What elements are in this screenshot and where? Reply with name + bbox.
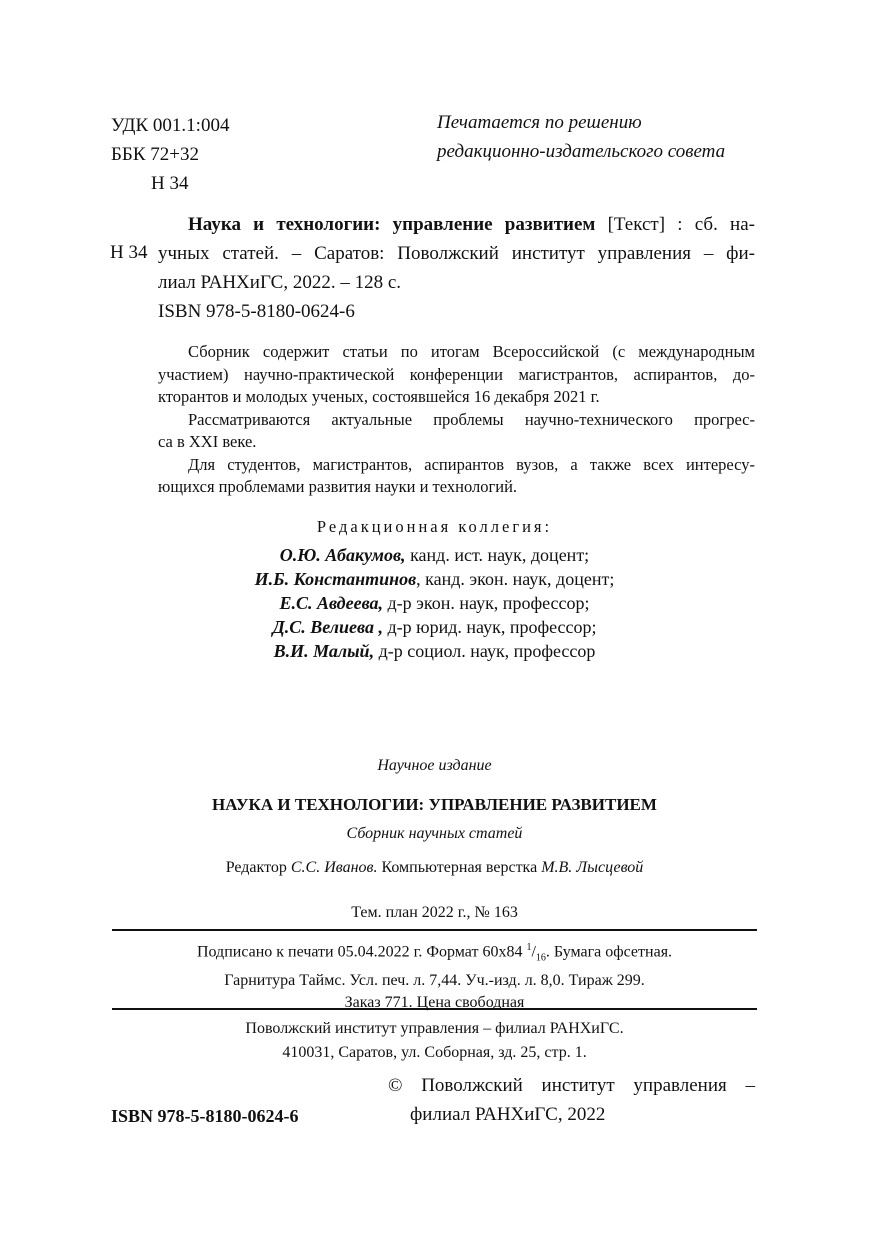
board-member — [112, 591, 757, 615]
printing-line-2: Гарнитура Таймс. Усл. печ. л. 7,44. Уч.-изд. л. 8,0. Тираж 299. — [224, 971, 645, 989]
biblio-sign: Н 34 — [110, 242, 148, 263]
publisher-line-1: Поволжский институт управления – филиал РАНХиГС. — [245, 1020, 624, 1037]
format-fraction-den: 16 — [535, 952, 546, 964]
printing-line-3: Заказ 771. Цена свободная — [344, 993, 525, 1011]
abstract — [158, 341, 755, 499]
approval-line-2: редакционно-издательского совета — [437, 141, 726, 162]
layout-name: М.В. Лысцевой — [541, 859, 644, 876]
copyright-line-2: филиал РАНХиГС, 2022 — [410, 1104, 606, 1125]
classification-block — [111, 111, 229, 198]
abstract-line: кторантов и молодых ученых, состоявшейся 16 декабря 2021 г. — [158, 387, 600, 406]
biblio-line-1 — [158, 210, 755, 239]
board-member — [112, 543, 757, 567]
member-info: д-р экон. наук, профессор; — [383, 592, 590, 613]
imprint-subtitle: Сборник научных статей — [346, 825, 523, 842]
printing-text: Подписано к печати 05.04.2022 г. Формат 60х84 — [196, 943, 527, 961]
printing-line-1: Подписано к печати 05.04.2022 г. Формат 60х84 $^1/_{16}$. Бумага офсетная. — [196, 942, 673, 964]
approval-note — [437, 108, 725, 166]
abstract-line: Сборник содержит статьи по итогам Всероссийской (с международным — [188, 342, 755, 361]
abstract-line: са в XXI веке. — [158, 432, 257, 451]
printing-text: . Бумага офсетная. — [545, 943, 673, 961]
editorial-board — [112, 516, 757, 663]
board-member — [112, 639, 757, 663]
member-name: О.Ю. Абакумов, — [279, 544, 406, 565]
abstract-line: участием) научно-практической конференции магистрантов, аспирантов, до- — [158, 364, 755, 384]
biblio-line-2: учных статей. – Саратов: Поволжский институт управления – фи- — [158, 243, 755, 264]
member-info: канд. ист. наук, доцент; — [405, 544, 590, 565]
edition-type: Научное издание — [377, 757, 492, 774]
member-info: д-р юрид. наук, профессор; — [382, 616, 597, 637]
member-name: Е.С. Авдеева, — [279, 592, 384, 613]
abstract-line: ющихся проблемами развития науки и технологий. — [158, 477, 518, 496]
editor-label: Редактор — [225, 859, 291, 876]
member-name: Д.С. Велиева , — [272, 616, 383, 637]
member-info: д-р социол. наук, профессор — [374, 640, 596, 661]
member-info: , канд. экон. наук, доцент; — [416, 568, 615, 589]
biblio-isbn: ISBN 978-5-8180-0624-6 — [158, 301, 355, 322]
imprint-title: НАУКА И ТЕХНОЛОГИИ: УПРАВЛЕНИЕ РАЗВИТИЕМ — [212, 795, 657, 814]
layout-label: Компьютерная верстка — [377, 859, 542, 876]
bbk-code: ББК 72+32 — [111, 144, 199, 165]
board-heading: Редакционная коллегия: — [316, 517, 553, 536]
abstract-line: Рассматриваются актуальные проблемы научно-технического прогрес- — [188, 409, 755, 429]
book-title: Наука и технологии: управление развитием — [188, 214, 596, 235]
printing-details — [112, 937, 757, 1014]
publisher-address — [112, 1017, 757, 1065]
board-member — [112, 567, 757, 591]
abstract-line: Для студентов, магистрантов, аспирантов вузов, а также всех интересу- — [188, 454, 755, 474]
biblio-description — [158, 210, 755, 326]
footer-isbn: ISBN 978-5-8180-0624-6 — [111, 1106, 299, 1126]
biblio-line-3: лиал РАНХиГС, 2022. – 128 с. — [158, 272, 402, 293]
thematic-plan: Тем. план 2022 г., № 163 — [351, 904, 518, 921]
udk-code: УДК 001.1:004 — [111, 115, 230, 136]
publisher-line-2: 410031, Саратов, ул. Соборная, зд. 25, стр. 1. — [282, 1044, 587, 1061]
approval-line-1: Печатается по решению — [437, 112, 642, 133]
divider — [112, 929, 757, 931]
member-name: И.Б. Константинов — [254, 568, 417, 589]
imprint-editors — [112, 857, 757, 879]
author-sign: Н 34 — [151, 173, 189, 194]
copyright-line-1: © Поволжский институт управления – — [388, 1075, 755, 1096]
editor-name: С.С. Иванов. — [290, 859, 378, 876]
divider — [112, 1008, 757, 1010]
member-name: В.И. Малый, — [273, 640, 375, 661]
biblio-line-1-rest: [Текст] : сб. на- — [595, 214, 755, 235]
copyright — [388, 1071, 755, 1129]
board-member — [112, 615, 757, 639]
format-fraction-num: 1 — [526, 942, 532, 953]
